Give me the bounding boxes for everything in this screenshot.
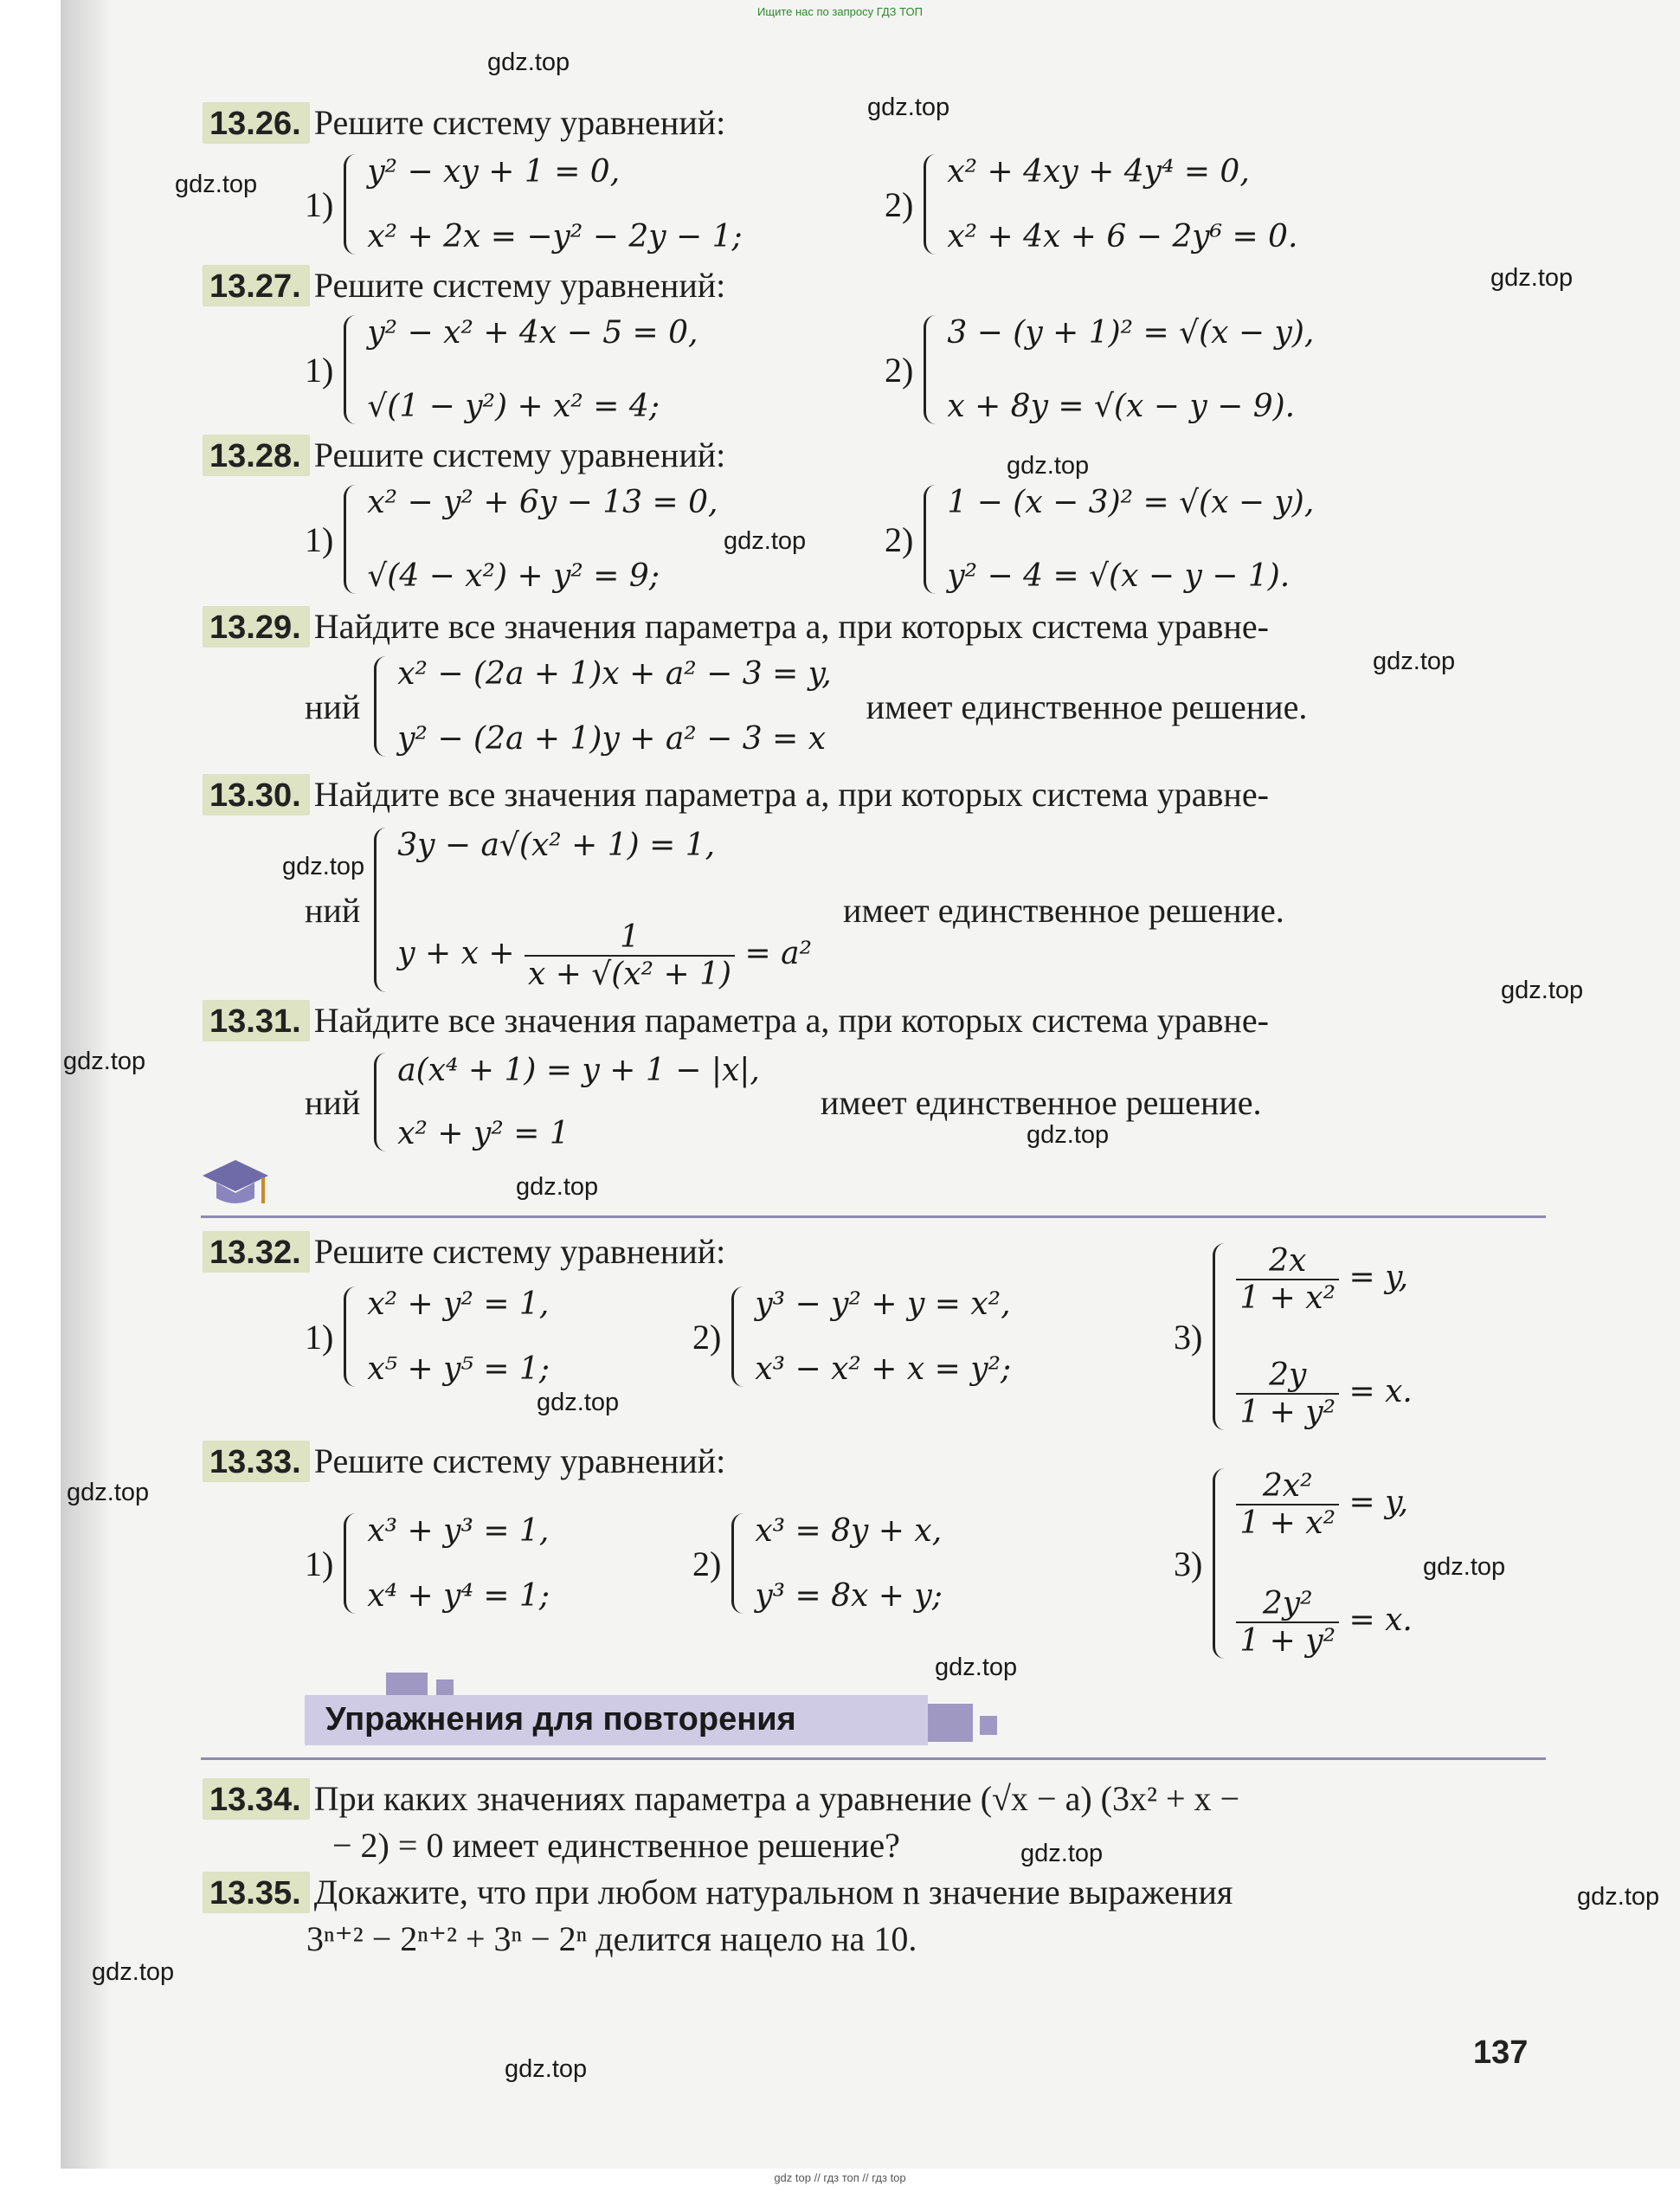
numerator: 2y² [1236, 1586, 1339, 1623]
equation: y² − 4 = √(x − y − 1). [947, 558, 1291, 594]
equation-system [731, 1513, 943, 1614]
task-text: Решите систему уравнений: [313, 1232, 726, 1271]
task-13-33-part2 [692, 1513, 943, 1614]
task-number: 13.31. [203, 1000, 310, 1041]
equation: y³ − y² + y = x², [755, 1286, 1011, 1322]
system-brace [924, 315, 938, 424]
equation-system [374, 656, 831, 757]
system-brace [344, 1513, 358, 1614]
system-brace [344, 485, 358, 594]
equation-system [344, 485, 718, 594]
equation-part: = y, [1349, 1485, 1409, 1520]
part-label: 1) [305, 1317, 334, 1357]
equation-system [344, 1513, 550, 1614]
task-number: 13.34. [203, 1778, 310, 1820]
equation: x⁵ + y⁵ = 1; [367, 1351, 550, 1387]
equation-part: = y, [1349, 1260, 1409, 1295]
equation-system [344, 315, 698, 424]
part-label: 1) [305, 184, 334, 224]
task-13-35-line1 [203, 1872, 1233, 1912]
equation-system [924, 485, 1314, 594]
equation: 1 − (x − 3)² = √(x − y), [947, 485, 1315, 520]
task-text: Найдите все значения параметра a, при которых система уравне- [313, 607, 1269, 646]
equation: 3 − (y + 1)² = √(x − y), [947, 315, 1315, 351]
watermark: gdz.top [1501, 977, 1584, 1004]
equation-system [344, 1286, 550, 1387]
system-brace [344, 315, 358, 424]
task-text-continued: ний [305, 1082, 361, 1122]
equation: √(1 − y²) + x² = 4; [367, 389, 660, 424]
equation: y³ = 8x + y; [755, 1578, 943, 1614]
task-text: При каких значениях параметра a уравнение (√x − a) (3x² + x − [313, 1779, 1240, 1818]
denominator: 1 + y² [1239, 1623, 1336, 1659]
system-brace [731, 1513, 746, 1614]
numerator: 1 [525, 919, 735, 957]
numerator: 2y [1236, 1357, 1339, 1395]
equation-system [374, 1053, 760, 1151]
equation: x³ − x² + x = y²; [755, 1351, 1012, 1387]
watermark: gdz.top [175, 171, 258, 198]
decor-block [386, 1673, 428, 1695]
task-13-33-header [203, 1441, 725, 1481]
equation-system [374, 828, 812, 992]
task-number: 13.28. [203, 435, 310, 476]
equation [397, 919, 812, 992]
decor-block [980, 1716, 997, 1735]
equation-system [731, 1286, 1011, 1387]
equation [1236, 1357, 1413, 1430]
task-text-tail: имеет единственное решение. [820, 1082, 1262, 1122]
watermark: gdz.top [487, 48, 570, 76]
denominator: 1 + x² [1239, 1505, 1336, 1541]
equation: x² + 4xy + 4y⁴ = 0, [947, 154, 1250, 190]
task-13-33-part3 [1174, 1468, 1413, 1659]
equation [1236, 1243, 1413, 1316]
watermark: gdz.top [935, 1654, 1018, 1681]
task-number: 13.33. [203, 1441, 310, 1482]
system-brace [374, 656, 389, 757]
system-brace [374, 828, 389, 992]
watermark: gdz.top [1373, 648, 1456, 675]
denominator: 1 + y² [1239, 1395, 1336, 1430]
system-brace [344, 154, 358, 255]
task-13-26-header [203, 102, 725, 143]
part-label: 3) [1174, 1317, 1203, 1357]
equation-part: = a² [744, 936, 813, 971]
equation: 3y − a√(x² + 1) = 1, [397, 828, 716, 863]
watermark: gdz.top [1423, 1553, 1506, 1581]
numerator: 2x [1236, 1243, 1339, 1280]
equation-system [924, 315, 1314, 424]
system-brace [731, 1286, 746, 1387]
task-number: 13.26. [203, 102, 310, 144]
task-13-29-body [305, 656, 1307, 757]
bottom-note: gdz top // гдз топ // гдз top [774, 2171, 906, 2184]
task-13-28-header [203, 435, 725, 475]
denominator: x + √(x² + 1) [527, 957, 732, 992]
fraction [525, 919, 735, 992]
task-text: Найдите все значения параметра a, при которых система уравне- [313, 775, 1269, 814]
task-13-30-header [203, 774, 1269, 815]
equation [1236, 1586, 1413, 1659]
task-13-32-part1 [305, 1286, 550, 1387]
watermark: gdz.top [516, 1173, 599, 1201]
system-brace [344, 1286, 358, 1387]
task-13-26-part2 [885, 154, 1297, 255]
task-text: Решите систему уравнений: [313, 435, 726, 474]
part-label: 1) [305, 519, 334, 559]
fraction [1236, 1468, 1339, 1541]
equation: a(x⁴ + 1) = y + 1 − |x|, [397, 1053, 760, 1088]
equation: x + 8y = √(x − y − 9). [947, 389, 1296, 424]
task-number: 13.32. [203, 1231, 310, 1273]
task-13-27-header [203, 265, 725, 306]
part-label: 2) [692, 1317, 722, 1357]
section-divider [201, 1757, 1546, 1760]
task-13-31-header [203, 1000, 1269, 1041]
task-13-32-part3 [1174, 1243, 1413, 1430]
task-text-tail: имеет единственное решение. [843, 890, 1284, 930]
top-note: Ищите нас по запросу ГДЗ ТОП [757, 5, 923, 18]
task-13-32-part2 [692, 1286, 1011, 1387]
part-label: 2) [885, 350, 914, 390]
task-text-continued: ний [305, 687, 361, 726]
task-number: 13.29. [203, 606, 310, 648]
equation-system [344, 154, 742, 255]
part-label: 2) [885, 184, 914, 224]
equation-part: y + x + [397, 936, 515, 971]
watermark: gdz.top [92, 1958, 175, 1986]
equation: y² − x² + 4x − 5 = 0, [367, 315, 698, 351]
task-13-28-part2 [885, 485, 1314, 594]
task-text-tail: имеет единственное решение. [866, 687, 1308, 726]
equation-system [1213, 1468, 1413, 1659]
task-13-30-body [305, 828, 1284, 992]
task-13-29-header [203, 606, 1269, 647]
part-label: 3) [1174, 1544, 1203, 1583]
watermark: gdz.top [1490, 264, 1574, 292]
task-13-34-line2: − 2) = 0 имеет единственное решение? [332, 1826, 900, 1865]
system-brace [374, 1053, 389, 1151]
equation: x² + 2x = −y² − 2y − 1; [367, 219, 743, 255]
task-13-35-line2: 3ⁿ⁺² − 2ⁿ⁺² + 3ⁿ − 2ⁿ делится нацело на 10. [306, 1919, 917, 1958]
part-label: 2) [692, 1544, 722, 1583]
equation: y² − (2a + 1)y + a² − 3 = x [397, 721, 827, 757]
system-brace [924, 485, 938, 594]
part-label: 1) [305, 1544, 334, 1583]
section-title: Упражнения для повторения [325, 1701, 796, 1737]
fraction [1236, 1243, 1339, 1316]
decor-block [928, 1704, 973, 1742]
task-13-26-part1 [305, 154, 743, 255]
watermark: gdz.top [63, 1048, 146, 1075]
part-label: 1) [305, 350, 334, 390]
watermark: gdz.top [1577, 1883, 1660, 1911]
numerator: 2x² [1236, 1468, 1339, 1505]
equation: x² + y² = 1, [367, 1286, 550, 1322]
equation: x² + y² = 1 [397, 1116, 570, 1151]
fraction [1236, 1586, 1339, 1659]
equation: y² − xy + 1 = 0, [367, 154, 621, 190]
task-text: Решите систему уравнений: [313, 103, 726, 142]
task-13-31-body [305, 1053, 1262, 1151]
section-divider [201, 1215, 1546, 1218]
task-number: 13.35. [203, 1872, 310, 1913]
watermark: gdz.top [867, 93, 950, 121]
task-13-27-part2 [885, 315, 1314, 424]
task-text: Решите систему уравнений: [313, 266, 726, 305]
task-13-28-part1 [305, 485, 718, 594]
equation: x² − (2a + 1)x + a² − 3 = y, [397, 656, 832, 692]
task-number: 13.30. [203, 774, 310, 816]
equation-part: = x. [1349, 1602, 1413, 1638]
denominator: 1 + x² [1239, 1280, 1336, 1316]
watermark: gdz.top [537, 1389, 620, 1416]
task-13-34-line1 [203, 1778, 1239, 1819]
fraction [1236, 1357, 1339, 1430]
task-text-continued: ний [305, 890, 361, 930]
equation: x² − y² + 6y − 13 = 0, [367, 485, 718, 520]
equation: √(4 − x²) + y² = 9; [367, 558, 660, 594]
page-binding-shadow [61, 0, 113, 2169]
task-text: Докажите, что при любом натуральном n значение выражения [313, 1873, 1233, 1912]
part-label: 2) [885, 519, 914, 559]
equation: x³ = 8y + x, [755, 1513, 943, 1549]
task-text: Решите систему уравнений: [313, 1441, 726, 1480]
task-text: Найдите все значения параметра a, при которых система уравне- [313, 1001, 1269, 1040]
watermark: gdz.top [282, 853, 365, 880]
task-13-32-header [203, 1231, 725, 1272]
watermark: gdz.top [1027, 1121, 1110, 1149]
task-13-27-part1 [305, 315, 698, 424]
watermark: gdz.top [1020, 1840, 1104, 1867]
watermark: gdz.top [67, 1479, 150, 1506]
equation [1236, 1468, 1413, 1541]
system-brace [1213, 1468, 1227, 1659]
equation-system [1213, 1243, 1413, 1430]
equation: x² + 4x + 6 − 2y⁶ = 0. [947, 219, 1298, 255]
watermark: gdz.top [1007, 452, 1090, 480]
task-number: 13.27. [203, 265, 310, 306]
system-brace [924, 154, 938, 255]
decor-block [436, 1679, 454, 1695]
equation: x⁴ + y⁴ = 1; [367, 1578, 550, 1614]
task-13-33-part1 [305, 1513, 550, 1614]
equation-system [924, 154, 1297, 255]
watermark: gdz.top [724, 527, 807, 555]
graduation-cap-icon [201, 1158, 270, 1212]
watermark: gdz.top [505, 2055, 588, 2083]
equation: x³ + y³ = 1, [367, 1513, 550, 1549]
page-number: 137 [1473, 2034, 1529, 2071]
equation-part: = x. [1349, 1374, 1413, 1409]
system-brace [1213, 1243, 1227, 1430]
